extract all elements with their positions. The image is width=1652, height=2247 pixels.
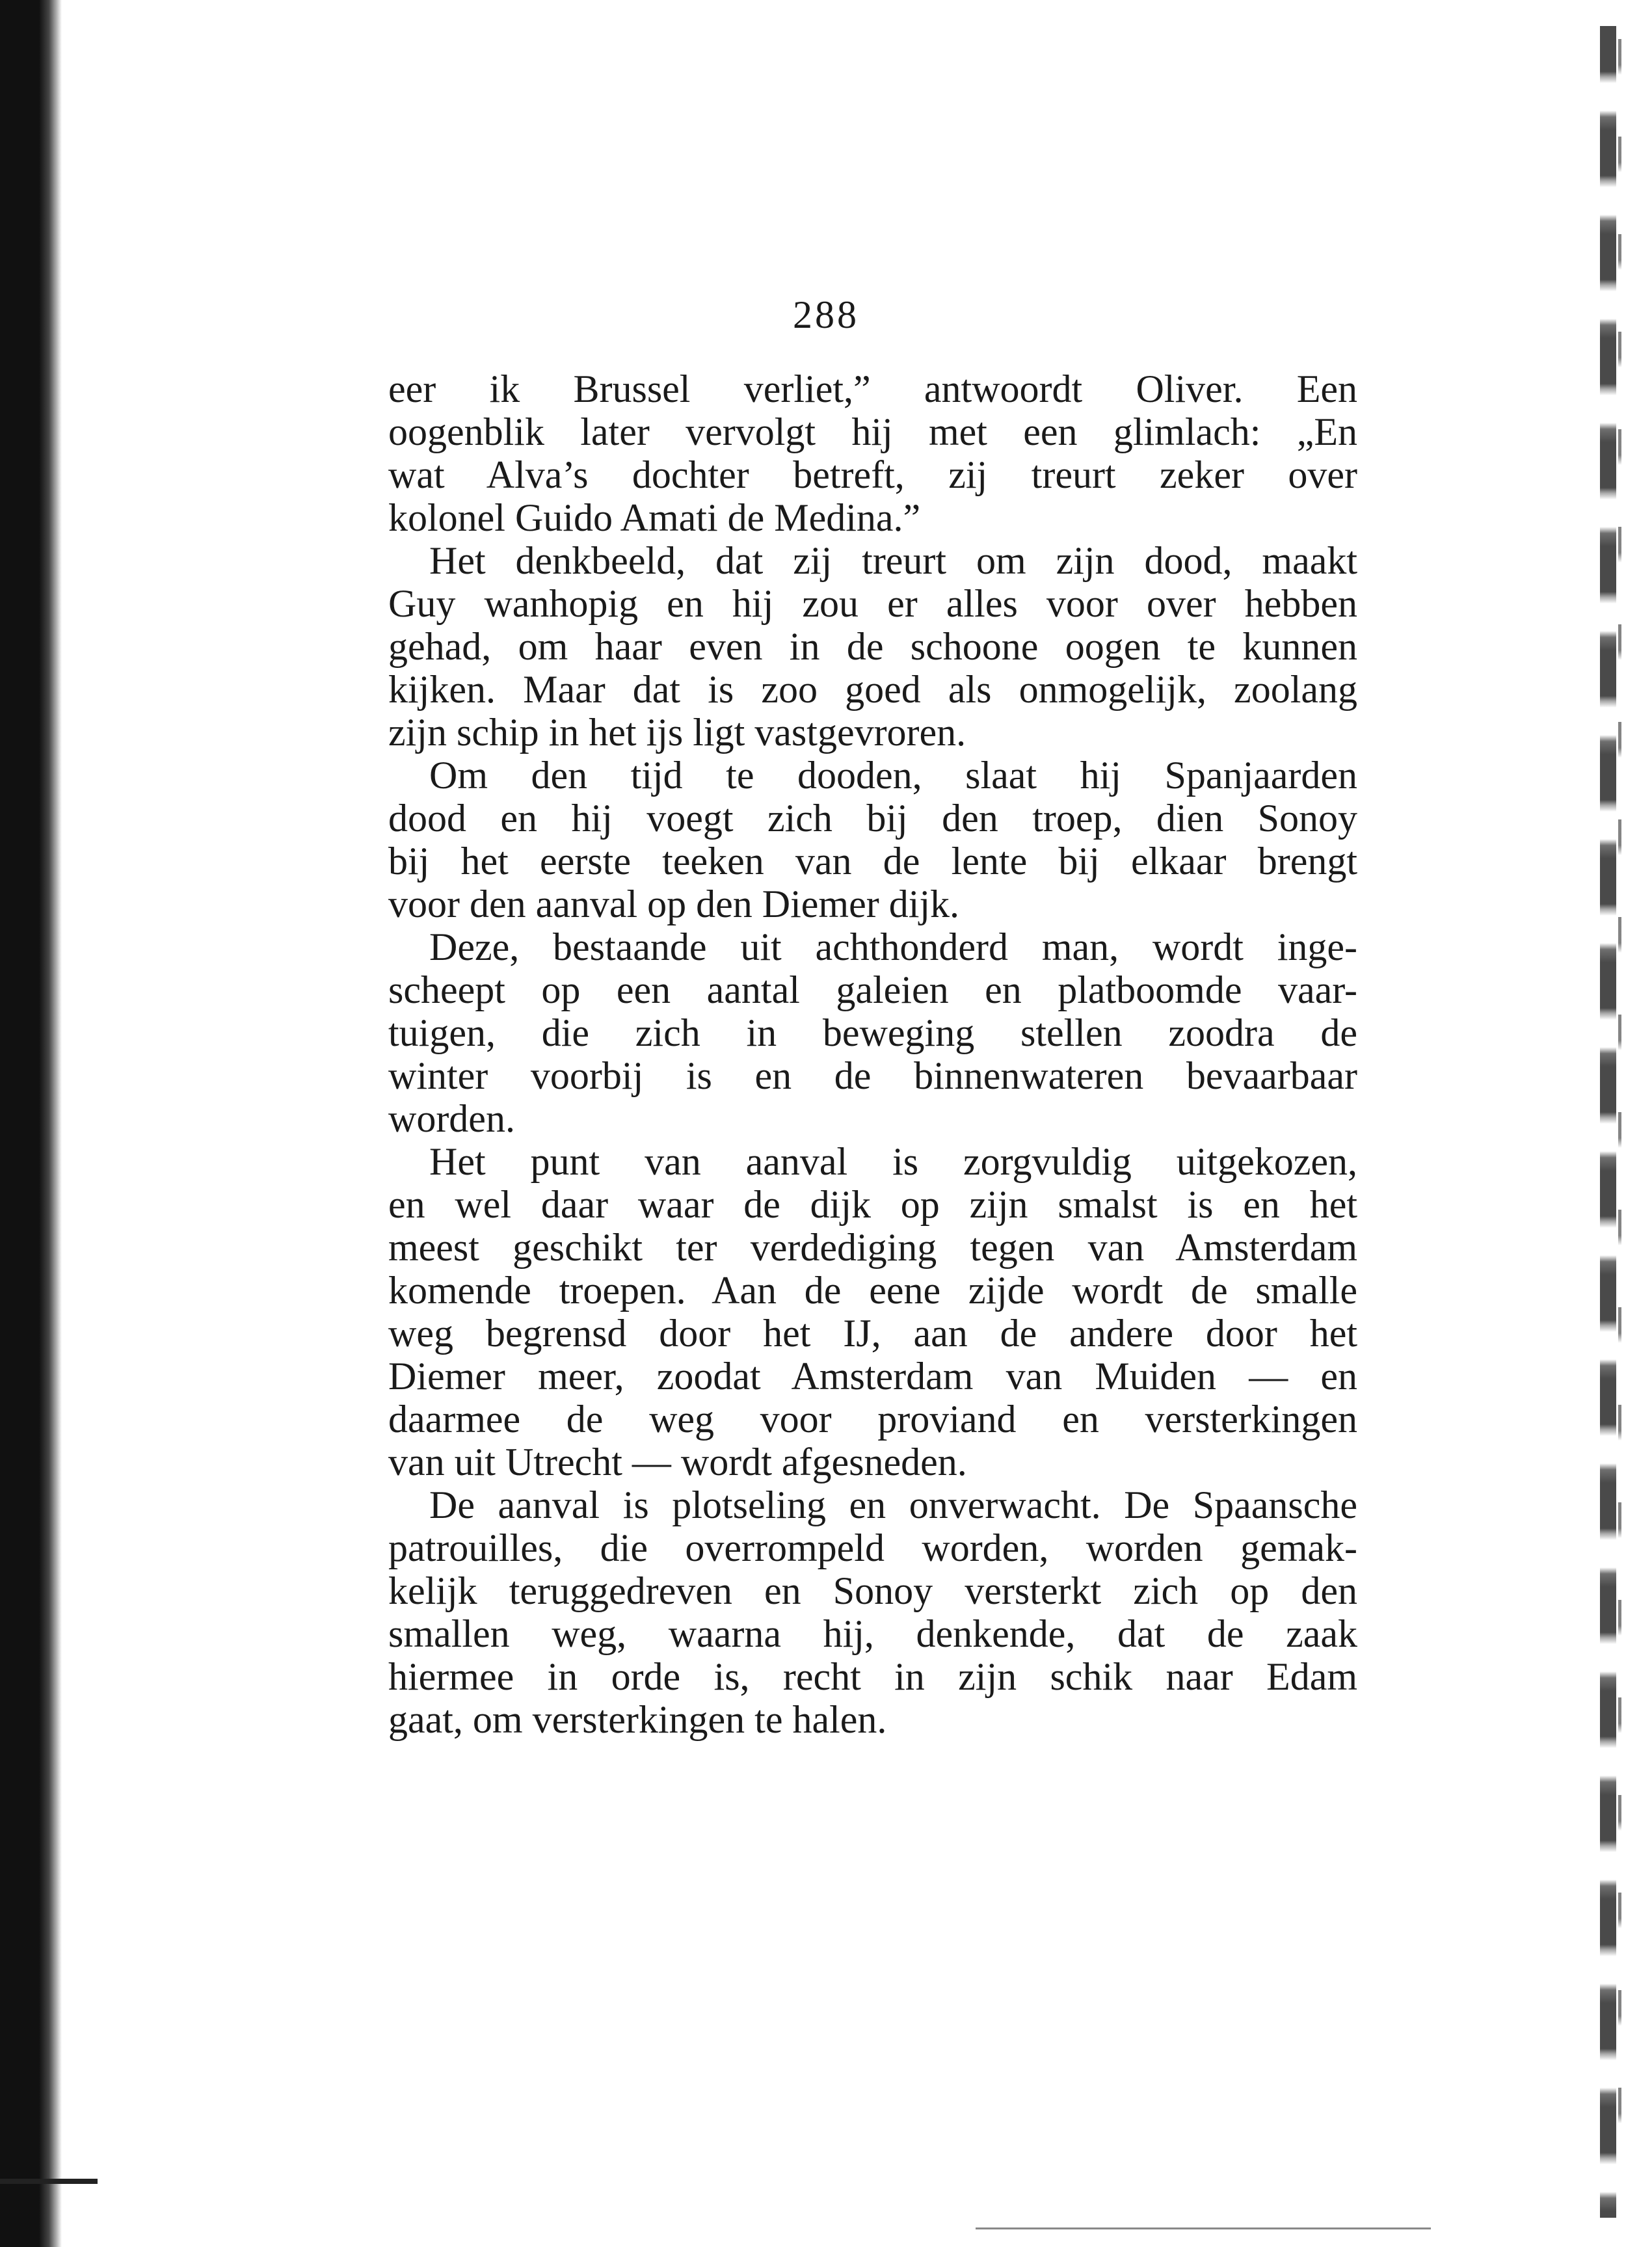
text-line: hiermee in orde is, recht in zijn schik naar Edam bbox=[388, 1655, 1357, 1698]
scan-right-edge bbox=[1600, 26, 1616, 2218]
text-line: Het punt van aanval is zorgvuldig uitgekozen, bbox=[429, 1140, 1357, 1183]
text-line: komende troepen. Aan de eene zijde wordt de smalle bbox=[388, 1269, 1357, 1312]
scan-left-corner bbox=[0, 2179, 98, 2184]
scan-bottom-rule bbox=[976, 2227, 1431, 2229]
text-line: voor den aanval op den Diemer dijk. bbox=[388, 883, 960, 925]
paragraph bbox=[388, 1140, 1357, 1483]
text-line: scheept op een aantal galeien en platboomde vaar- bbox=[388, 968, 1357, 1011]
text-line: gehad, om haar even in de schoone oogen te kunnen bbox=[388, 625, 1357, 668]
text-line: smallen weg, waarna hij, denkende, dat de zaak bbox=[388, 1612, 1357, 1655]
paragraph bbox=[388, 925, 1357, 1140]
text-line: van uit Utrecht — wordt afgesneden. bbox=[388, 1441, 967, 1483]
scan-right-edge-thin bbox=[1618, 39, 1621, 2185]
text-line: kelijk teruggedreven en Sonoy versterkt zich op den bbox=[388, 1569, 1357, 1612]
page-number: 288 bbox=[793, 293, 859, 336]
text-line: meest geschikt ter verdediging tegen van Amsterdam bbox=[388, 1226, 1357, 1269]
text-line: winter voorbij is en de binnenwateren bevaarbaar bbox=[388, 1054, 1357, 1097]
text-line: worden. bbox=[388, 1097, 515, 1140]
text-line: eer ik Brussel verliet,” antwoordt Oliver. Een bbox=[388, 367, 1357, 410]
text-line: zijn schip in het ijs ligt vastgevroren. bbox=[388, 711, 966, 754]
text-line: kolonel Guido Amati de Medina.” bbox=[388, 496, 921, 539]
text-line: wat Alva’s dochter betreft, zij treurt zeker over bbox=[388, 453, 1357, 496]
text-line: patrouilles, die overrompeld worden, worden gemak- bbox=[388, 1526, 1357, 1569]
text-line: weg begrensd door het IJ, aan de andere door het bbox=[388, 1312, 1357, 1355]
text-line: oogenblik later vervolgt hij met een glimlach: „En bbox=[388, 410, 1357, 453]
text-line: Diemer meer, zoodat Amsterdam van Muiden — en bbox=[388, 1355, 1357, 1398]
text-line: en wel daar waar de dijk op zijn smalst is en het bbox=[388, 1183, 1357, 1226]
text-line: gaat, om versterkingen te halen. bbox=[388, 1698, 887, 1741]
text-line: daarmee de weg voor proviand en versterkingen bbox=[388, 1398, 1357, 1441]
text-line: Het denkbeeld, dat zij treurt om zijn dood, maakt bbox=[429, 539, 1357, 582]
text-line: Guy wanhopig en hij zou er alles voor over hebben bbox=[388, 582, 1357, 625]
text-line: dood en hij voegt zich bij den troep, dien Sonoy bbox=[388, 797, 1357, 840]
paragraph bbox=[388, 367, 1357, 539]
text-line: Deze, bestaande uit achthonderd man, wordt inge- bbox=[429, 925, 1357, 968]
text-line: Om den tijd te dooden, slaat hij Spanjaarden bbox=[429, 754, 1357, 797]
paragraph bbox=[388, 539, 1357, 754]
text-line: bij het eerste teeken van de lente bij elkaar brengt bbox=[388, 840, 1357, 883]
text-line: kijken. Maar dat is zoo goed als onmogelijk, zoolang bbox=[388, 668, 1357, 711]
text-line: tuigen, die zich in beweging stellen zoodra de bbox=[388, 1011, 1357, 1054]
paragraph bbox=[388, 1483, 1357, 1741]
text-line: De aanval is plotseling en onverwacht. De Spaansche bbox=[429, 1483, 1357, 1526]
body-text bbox=[388, 367, 1357, 1741]
paragraph bbox=[388, 754, 1357, 925]
